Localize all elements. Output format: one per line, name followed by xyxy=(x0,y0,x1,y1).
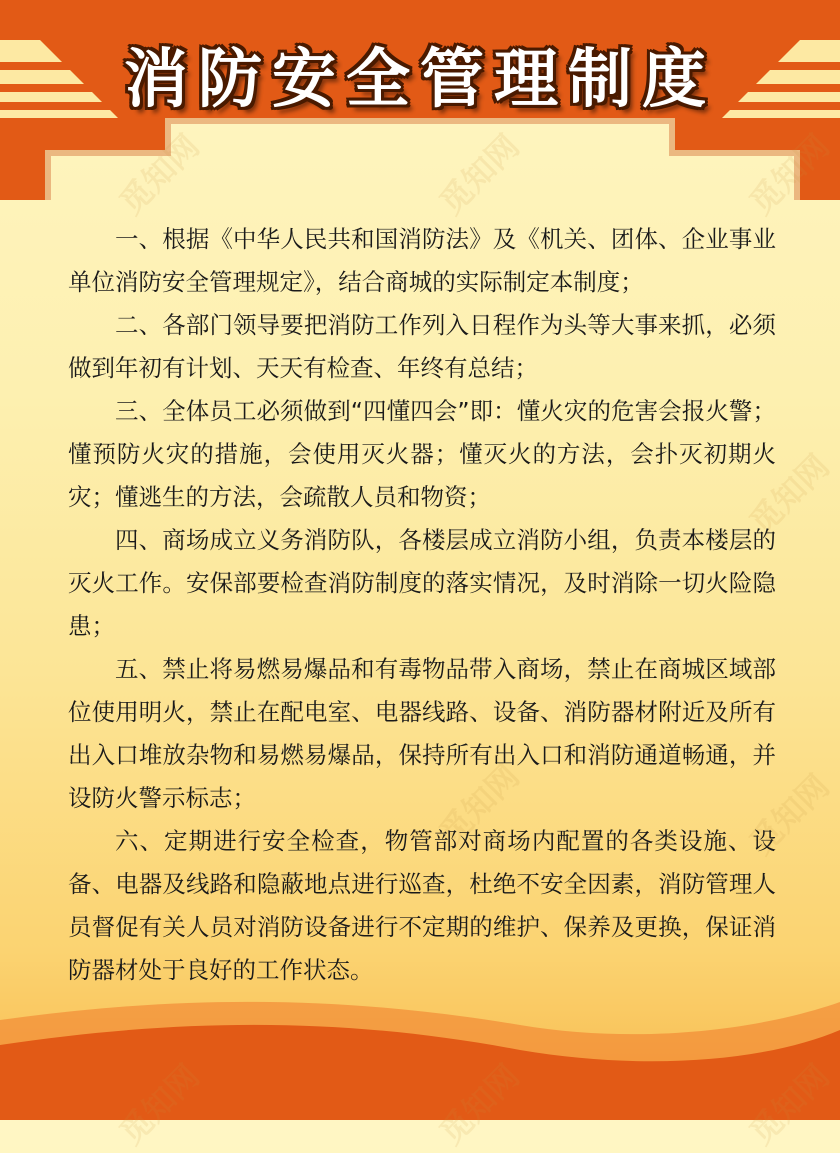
footer-wave xyxy=(0,990,840,1120)
watermark: 觅知网 xyxy=(432,757,527,852)
regulation-paragraph: 二、各部门领导要把消防工作列入日程作为头等大事来抓，必须做到年初有计划、天天有检查、年终有总结； xyxy=(68,311,776,382)
page-title: 消防安全管理制度 xyxy=(124,43,716,117)
regulation-paragraph: 一、根据《中华人民共和国消防法》及《机关、团体、企业事业单位消防安全管理规定》，结合商城的实际制定本制度； xyxy=(68,225,776,296)
regulation-body xyxy=(68,218,776,992)
regulation-paragraph: 五、禁止将易燃易爆品和有毒物品带入商场，禁止在商城区域部位使用明火，禁止在配电室、电器线路、设备、消防器材附近及所有出入口堆放杂物和易燃易爆品，保持所有出入口和消防通道畅通，并设防火警示标志； xyxy=(68,655,776,812)
watermark: 觅知网 xyxy=(432,127,527,222)
watermark: 觅知网 xyxy=(742,447,837,542)
watermark: 觅知网 xyxy=(742,767,837,862)
watermark: 觅知网 xyxy=(112,127,207,222)
regulation-paragraph: 四、商场成立义务消防队，各楼层成立消防小组，负责本楼层的灭火工作。安保部要检查消防制度的落实情况，及时消除一切火险隐患； xyxy=(68,526,776,640)
regulation-paragraph: 三、全体员工必须做到“四懂四会”即：懂火灾的危害会报火警；懂预防火灾的措施，会使用灭火器；懂灭火的方法，会扑灭初期火灾；懂逃生的方法，会疏散人员和物资； xyxy=(68,397,776,511)
regulation-paragraph: 六、定期进行安全检查，物管部对商场内配置的各类设施、设备、电器及线路和隐蔽地点进行巡查，杜绝不安全因素，消防管理人员督促有关人员对消防设备进行不定期的维护、保养及更换，保证消防器材处于良好的工作状态。 xyxy=(68,827,776,984)
watermark: 觅知网 xyxy=(742,127,837,222)
